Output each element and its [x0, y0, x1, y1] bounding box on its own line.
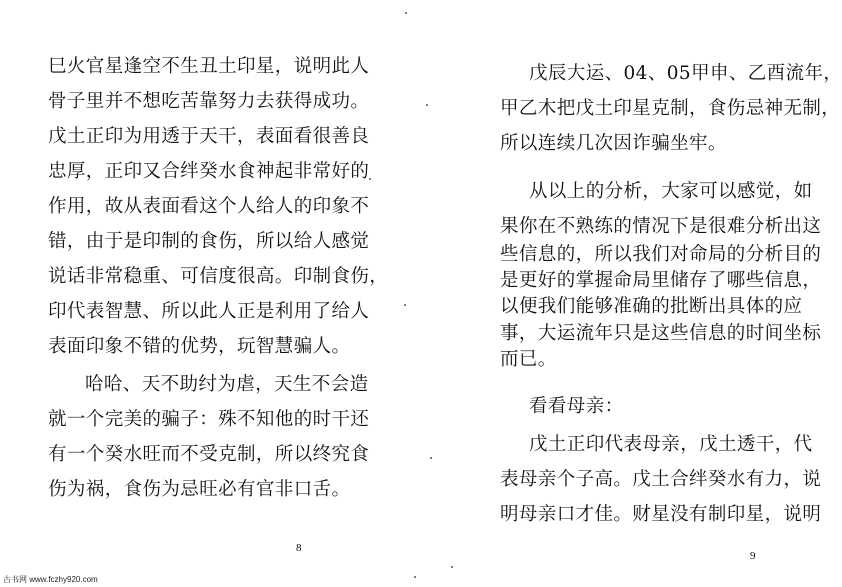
- right-text-line: 从以上的分析，大家可以感觉，如: [529, 181, 813, 202]
- right-text-line: 戊土正印代表母亲，戊土透干，代: [529, 434, 813, 455]
- left-text-line: 说话非常稳重、可信度很高。印制食伤，: [48, 266, 389, 287]
- right-text-line: 些信息的，所以我们对命局的分析目的: [500, 244, 822, 265]
- left-text-line: 戊土正印为用透于天干，表面看很善良: [48, 126, 370, 147]
- right-text-line: 事，大运流年只是这些信息的时间坐标: [500, 323, 822, 344]
- scan-speck: [430, 457, 432, 459]
- right-text-line: 看看母亲：: [529, 396, 624, 417]
- left-text-line: 错，由于是印制的食伤，所以给人感觉: [48, 231, 370, 252]
- right-text-line: 以便我们能够准确的批断出具体的应: [500, 296, 803, 317]
- scan-speck: [404, 304, 406, 306]
- right-text-line: 表母亲个子高。戊土合绊癸水有力，说: [500, 469, 822, 490]
- left-text-line: 骨子里并不想吃苦靠努力去获得成功。: [48, 91, 370, 112]
- right-text-line: 戊辰大运、04、05甲申、乙酉流年，: [529, 63, 842, 84]
- scan-speck: [414, 576, 416, 578]
- scan-speck: [369, 178, 371, 180]
- right-text-line: 甲乙木把戊土印星克制，食伤忌神无制，: [500, 98, 841, 119]
- scan-speck: [426, 104, 428, 106]
- right-text-line: 而已。: [500, 349, 557, 370]
- left-text-line: 哈哈、天不助纣为虐，天生不会造: [85, 374, 369, 395]
- right-text-line: 果你在不熟练的情况下是很难分析出这: [500, 216, 822, 237]
- left-text-line: 表面印象不错的优势，玩智慧骗人。: [48, 336, 351, 357]
- right-text-line: 是更好的掌握命局里储存了哪些信息，: [500, 270, 822, 291]
- left-text-line: 作用，故从表面看这个人给人的印象不: [48, 196, 370, 217]
- left-text-line: 忠厚，正印又合绊癸水食神起非常好的: [48, 161, 370, 182]
- left-text-line: 伤为祸，食伤为忌旺必有官非口舌。: [48, 479, 351, 500]
- footer-watermark: 古书网 www.fczhy920.com: [3, 575, 98, 584]
- right-text-line: 明母亲口才佳。财星没有制印星，说明: [500, 504, 822, 525]
- left-text-line: 有一个癸水旺而不受克制，所以终究食: [48, 444, 370, 465]
- left-text-line: 就一个完美的骗子：殊不知他的时干还: [48, 409, 370, 430]
- right-text-line: 所以连续几次因诈骗坐牢。: [500, 133, 727, 154]
- scan-speck: [405, 12, 407, 14]
- left-page: [0, 0, 396, 587]
- left-text-line: 印代表智慧、所以此人正是利用了给人: [48, 301, 370, 322]
- page-number: 8: [296, 542, 302, 554]
- page-number: 9: [750, 550, 756, 562]
- right-page: [396, 0, 842, 587]
- left-text-line: 巳火官星逢空不生丑土印星，说明此人: [48, 56, 370, 77]
- scan-speck: [451, 566, 453, 568]
